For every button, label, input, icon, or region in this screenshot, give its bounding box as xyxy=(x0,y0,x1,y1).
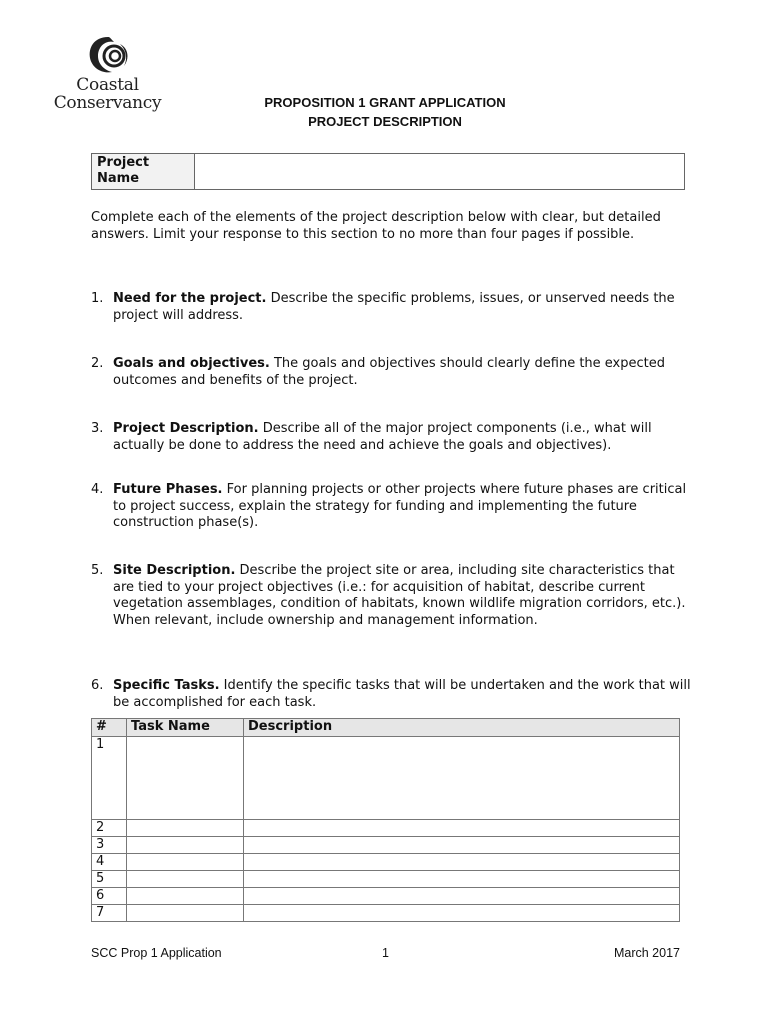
coastal-conservancy-logo xyxy=(50,34,165,124)
list-item-site-description xyxy=(91,563,691,629)
table-row xyxy=(92,854,680,871)
item-title: Site Description. xyxy=(113,563,236,578)
item-title: Specific Tasks. xyxy=(113,678,220,693)
task-description-cell[interactable] xyxy=(244,737,680,820)
logo-line-2: Conservancy xyxy=(53,93,162,113)
item-title: Project Description. xyxy=(113,421,259,436)
page-title xyxy=(180,93,590,131)
table-row xyxy=(92,820,680,837)
list-item-need xyxy=(91,291,691,324)
list-item-goals xyxy=(91,356,691,389)
project-name-label: Project Name xyxy=(92,154,195,189)
task-table xyxy=(91,718,680,922)
list-item-future-phases xyxy=(91,482,691,532)
item-number: 4. xyxy=(91,482,104,497)
table-row xyxy=(92,837,680,854)
item-number: 3. xyxy=(91,421,104,436)
item-title: Goals and objectives. xyxy=(113,356,270,371)
table-row xyxy=(92,905,680,922)
task-description-cell[interactable] xyxy=(244,905,680,922)
task-name-cell[interactable] xyxy=(127,871,244,888)
item-text: The goals and objectives should clearly define the expected outcomes and benefits of the project. xyxy=(113,356,665,388)
list-item-project-description xyxy=(91,421,691,454)
row-number: 2 xyxy=(92,820,127,837)
list-item-specific-tasks xyxy=(91,678,691,711)
intro-paragraph: Complete each of the elements of the project description below with clear, but detailed answers. Limit your response to this section to no more than four pages if possible. xyxy=(91,210,661,242)
row-number: 3 xyxy=(92,837,127,854)
item-number: 2. xyxy=(91,356,104,371)
table-row xyxy=(92,871,680,888)
item-text: Describe all of the major project components (i.e., what will actually be done to address the need and achieve the goals and objectives). xyxy=(113,421,652,453)
row-number: 1 xyxy=(92,737,127,820)
item-text: Describe the specific problems, issues, or unserved needs the project will address. xyxy=(113,291,675,323)
item-text: Describe the project site or area, including site characteristics that are tied to your project objectives (i.e.: for acquisition of habitat, describe current vegetation assemblages, condition of habitats, known wildlife migration corridors, etc.). When relevant, include ownership and management information. xyxy=(113,563,686,628)
row-number: 7 xyxy=(92,905,127,922)
footer-page-number: 1 xyxy=(382,946,389,960)
task-name-cell[interactable] xyxy=(127,854,244,871)
item-number: 6. xyxy=(91,678,104,693)
task-description-cell[interactable] xyxy=(244,888,680,905)
title-line-1: PROPOSITION 1 GRANT APPLICATION xyxy=(264,95,506,110)
task-name-cell[interactable] xyxy=(127,737,244,820)
task-description-cell[interactable] xyxy=(244,871,680,888)
title-line-2: PROJECT DESCRIPTION xyxy=(308,114,462,129)
project-name-table xyxy=(91,153,685,190)
table-row xyxy=(92,737,680,820)
row-number: 4 xyxy=(92,854,127,871)
task-name-cell[interactable] xyxy=(127,820,244,837)
task-name-cell[interactable] xyxy=(127,837,244,854)
task-description-cell[interactable] xyxy=(244,854,680,871)
item-text: Identify the specific tasks that will be undertaken and the work that will be accomplished for each task. xyxy=(113,678,691,710)
item-text: For planning projects or other projects where future phases are critical to project success, explain the strategy for funding and implementing the future construction phase(s). xyxy=(113,482,687,530)
task-description-cell[interactable] xyxy=(244,837,680,854)
project-name-field[interactable] xyxy=(195,154,684,189)
item-number: 1. xyxy=(91,291,104,306)
wave-logo-icon xyxy=(84,34,132,76)
row-number: 5 xyxy=(92,871,127,888)
logo-line-1: Coastal xyxy=(76,75,139,95)
table-header-row xyxy=(92,719,680,737)
task-name-cell[interactable] xyxy=(127,888,244,905)
column-header-number: # xyxy=(92,719,127,737)
task-name-cell[interactable] xyxy=(127,905,244,922)
task-description-cell[interactable] xyxy=(244,820,680,837)
column-header-task-name: Task Name xyxy=(127,719,244,737)
column-header-description: Description xyxy=(244,719,680,737)
row-number: 6 xyxy=(92,888,127,905)
table-row xyxy=(92,888,680,905)
item-title: Need for the project. xyxy=(113,291,267,306)
item-number: 5. xyxy=(91,563,104,578)
item-title: Future Phases. xyxy=(113,482,223,497)
footer-date: March 2017 xyxy=(613,946,680,960)
footer-left: SCC Prop 1 Application xyxy=(91,946,222,960)
